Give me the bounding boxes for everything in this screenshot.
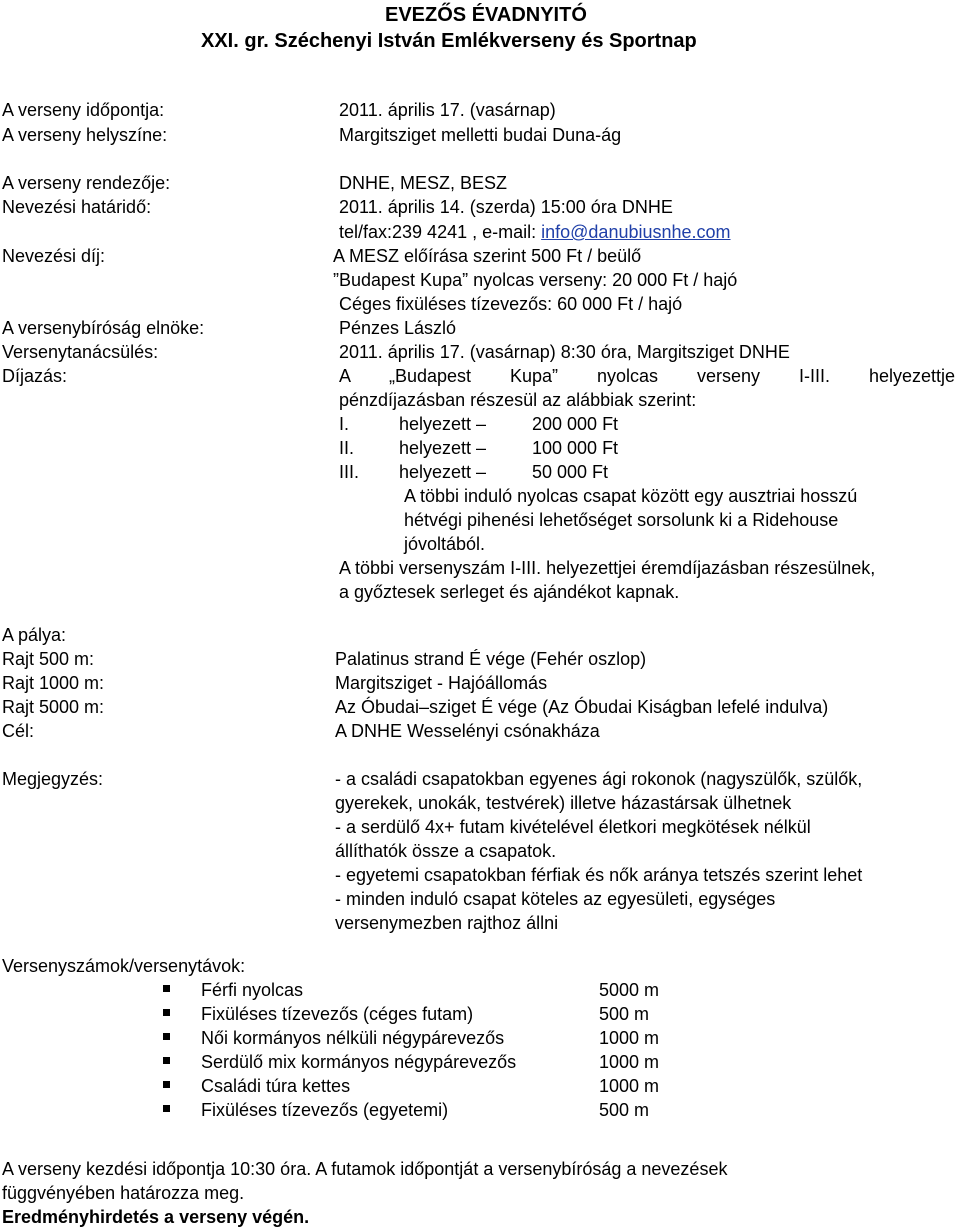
prizes-label: Díjazás:	[2, 366, 68, 386]
venue-value: Margitsziget melletti budai Duna-ág	[339, 125, 622, 145]
deadline-label: Nevezési határidő:	[2, 197, 152, 217]
prize-extra-line: hétvégi pihenési lehetőséget sorsolunk ki a Ridehouse	[404, 510, 839, 530]
course-value: Az Óbudai–sziget É vége (Az Óbudai Kiságban lefelé indulva)	[335, 697, 829, 717]
contact-line	[339, 221, 731, 243]
footer-line: A verseny kezdési időpontja 10:30 óra. A futamok időpontját a versenybíróság a nevezések	[2, 1159, 728, 1179]
document-title: EVEZŐS ÉVADNYITÓ	[385, 4, 587, 26]
prize-extra-line: jóvoltából.	[404, 534, 486, 554]
course-value: Palatinus strand É vége (Fehér oszlop)	[335, 649, 647, 669]
organizer-value: DNHE, MESZ, BESZ	[339, 173, 508, 193]
prize-amount: 100 000 Ft	[532, 438, 619, 458]
document-subtitle: XXI. gr. Széchenyi István Emlékverseny és Sportnap	[201, 30, 697, 52]
bullet-icon	[163, 1057, 170, 1064]
prize-extra-line: A többi induló nyolcas csapat között egy ausztriai hosszú	[404, 486, 858, 506]
course-heading: A pálya:	[2, 625, 67, 645]
course-value: A DNHE Wesselényi csónakháza	[335, 721, 600, 741]
event-distance: 5000 m	[599, 980, 660, 1000]
bullet-icon	[163, 1009, 170, 1016]
footer-line: függvényében határozza meg.	[2, 1183, 245, 1203]
council-value: 2011. április 17. (vasárnap) 8:30 óra, Margitsziget DNHE	[339, 342, 790, 362]
note-line: - egyetemi csapatokban férfiak és nők aránya tetszés szerint lehet	[335, 865, 863, 885]
fee-label: Nevezési díj:	[2, 246, 106, 266]
organizer-label: A verseny rendezője:	[2, 173, 171, 193]
event-name: Serdülő mix kormányos négypárevezős	[201, 1052, 517, 1072]
event-name: Fixüléses tízevezős (céges futam)	[201, 1004, 474, 1024]
venue-label: A verseny helyszíne:	[2, 125, 168, 145]
prize-place: II.	[339, 438, 355, 458]
event-distance: 500 m	[599, 1100, 650, 1120]
date-value: 2011. április 17. (vasárnap)	[339, 100, 556, 120]
bullet-icon	[163, 1081, 170, 1088]
email-link[interactable]: info@danubiusnhe.com	[541, 222, 731, 242]
course-label: Cél:	[2, 721, 35, 741]
date-label: A verseny időpontja:	[2, 100, 165, 120]
prize-word: helyezett –	[399, 462, 487, 482]
note-line: - a családi csapatokban egyenes ági rokonok (nagyszülők, szülők,	[335, 769, 863, 789]
referee-value: Pénzes László	[339, 318, 457, 338]
course-value: Margitsziget - Hajóállomás	[335, 673, 548, 693]
note-line: gyerekek, unokák, testvérek) illetve házastársak ülhetnek	[335, 793, 792, 813]
council-label: Versenytanácsülés:	[2, 342, 159, 362]
prizes-intro-2: pénzdíjazásban részesül az alábbiak szerint:	[339, 390, 697, 410]
event-distance: 1000 m	[599, 1028, 660, 1048]
prize-place: I.	[339, 414, 350, 434]
fee-line: Céges fixüléses tízevezős: 60 000 Ft / hajó	[339, 294, 683, 314]
course-label: Rajt 5000 m:	[2, 697, 105, 717]
deadline-value: 2011. április 14. (szerda) 15:00 óra DNHE	[339, 197, 673, 217]
course-label: Rajt 500 m:	[2, 649, 95, 669]
prize-other-line: a győztesek serleget és ajándékot kapnak.	[339, 582, 680, 602]
prize-word: helyezett –	[399, 414, 487, 434]
footer-results: Eredményhirdetés a verseny végén.	[2, 1207, 310, 1227]
prize-word: helyezett –	[399, 438, 487, 458]
note-line: versenymezben rajthoz állni	[335, 913, 559, 933]
course-label: Rajt 1000 m:	[2, 673, 105, 693]
fee-line: A MESZ előírása szerint 500 Ft / beülő	[333, 246, 642, 266]
event-distance: 1000 m	[599, 1052, 660, 1072]
event-name: Női kormányos nélküli négypárevezős	[201, 1028, 505, 1048]
bullet-icon	[163, 985, 170, 992]
bullet-icon	[163, 1033, 170, 1040]
prize-amount: 200 000 Ft	[532, 414, 619, 434]
event-name: Férfi nyolcas	[201, 980, 304, 1000]
prizes-intro: A „Budapest Kupa” nyolcas verseny I-III. helyezettje	[339, 366, 955, 386]
fee-line: ”Budapest Kupa” nyolcas verseny: 20 000 Ft / hajó	[333, 270, 738, 290]
prize-place: III.	[339, 462, 360, 482]
event-name: Családi túra kettes	[201, 1076, 351, 1096]
notes-label: Megjegyzés:	[2, 769, 104, 789]
note-line: állíthatók össze a csapatok.	[335, 841, 557, 861]
prize-amount: 50 000 Ft	[532, 462, 609, 482]
contact-prefix: tel/fax:239 4241 , e-mail:	[339, 222, 542, 242]
note-line: - minden induló csapat köteles az egyesületi, egységes	[335, 889, 776, 909]
events-heading: Versenyszámok/versenytávok:	[2, 956, 246, 976]
event-distance: 1000 m	[599, 1076, 660, 1096]
bullet-icon	[163, 1105, 170, 1112]
event-name: Fixüléses tízevezős (egyetemi)	[201, 1100, 449, 1120]
note-line: - a serdülő 4x+ futam kivételével életkori megkötések nélkül	[335, 817, 811, 837]
referee-label: A versenybíróság elnöke:	[2, 318, 205, 338]
prize-other-line: A többi versenyszám I-III. helyezettjei éremdíjazásban részesülnek,	[339, 558, 876, 578]
event-distance: 500 m	[599, 1004, 650, 1024]
